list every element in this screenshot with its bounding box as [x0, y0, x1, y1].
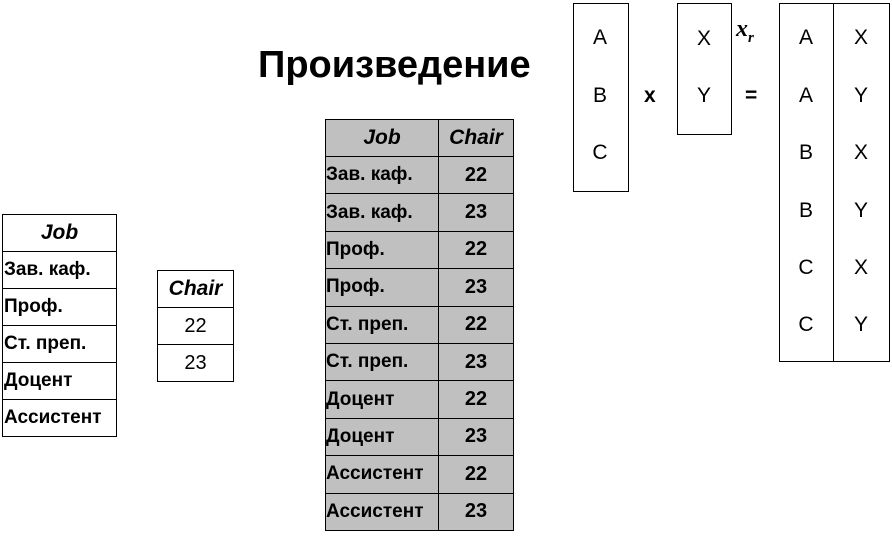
product-cell-chair: 23 — [439, 194, 514, 231]
product-cell-chair: 23 — [439, 343, 514, 380]
product-cell-chair: 23 — [439, 269, 514, 306]
right-set-item: Y — [696, 84, 711, 107]
result-col1-item: C — [798, 256, 814, 279]
product-cell-chair: 23 — [439, 493, 514, 530]
product-cell-chair: 22 — [439, 231, 514, 268]
product-cell-job: Проф. — [326, 269, 439, 306]
product-cell-chair: 22 — [439, 456, 514, 493]
job-table — [2, 214, 117, 437]
equals-sign: = — [745, 84, 758, 107]
product-table — [325, 119, 514, 531]
operator-symbol — [736, 16, 754, 47]
result-col2-item: X — [853, 26, 868, 49]
result-col1-item: A — [798, 26, 813, 49]
times-sign: x — [644, 84, 656, 107]
product-cell-job: Ст. преп. — [326, 306, 439, 343]
right-set-box — [677, 3, 732, 135]
product-header-job: Job — [326, 120, 439, 157]
left-set-item: A — [592, 26, 607, 49]
table-row — [326, 343, 514, 380]
result-col1-box — [779, 3, 835, 362]
table-row — [326, 194, 514, 231]
product-cell-job: Ассистент — [326, 456, 439, 493]
result-col2-item: Y — [853, 313, 868, 336]
left-set-item: C — [592, 141, 608, 164]
table-row — [326, 456, 514, 493]
chair-table-header: Chair — [158, 271, 234, 308]
product-cell-job: Проф. — [326, 231, 439, 268]
result-col1-item: C — [798, 313, 814, 336]
result-col1-item: A — [798, 84, 813, 107]
result-col2-item: X — [853, 256, 868, 279]
product-cell-chair: 22 — [439, 381, 514, 418]
product-header-chair: Chair — [439, 120, 514, 157]
slide-title: Произведение — [258, 44, 531, 86]
product-cell-job: Ст. преп. — [326, 343, 439, 380]
job-table-cell: Ассистент — [3, 400, 117, 437]
right-set-item: X — [696, 27, 711, 50]
job-table-cell: Проф. — [3, 289, 117, 326]
result-col2-box — [833, 3, 890, 362]
table-row — [326, 231, 514, 268]
product-cell-chair: 23 — [439, 418, 514, 455]
product-cell-chair: 22 — [439, 306, 514, 343]
operator-symbol-base: x — [736, 16, 748, 42]
table-row — [326, 418, 514, 455]
result-col1-item: B — [798, 141, 813, 164]
table-row — [326, 269, 514, 306]
table-row — [326, 306, 514, 343]
table-row — [326, 381, 514, 418]
result-col2-item: Y — [853, 199, 868, 222]
chair-table-cell: 22 — [158, 308, 234, 345]
table-row — [326, 157, 514, 194]
product-cell-job: Доцент — [326, 381, 439, 418]
result-col2-item: X — [853, 141, 868, 164]
job-table-cell: Ст. преп. — [3, 326, 117, 363]
chair-table-cell: 23 — [158, 345, 234, 382]
job-table-cell: Зав. каф. — [3, 252, 117, 289]
product-cell-job: Зав. каф. — [326, 194, 439, 231]
result-col2-item: Y — [853, 84, 868, 107]
product-cell-job: Зав. каф. — [326, 157, 439, 194]
left-set-item: B — [592, 84, 607, 107]
product-cell-job: Доцент — [326, 418, 439, 455]
table-row — [326, 493, 514, 530]
job-table-cell: Доцент — [3, 363, 117, 400]
product-cell-chair: 22 — [439, 157, 514, 194]
operator-symbol-subscript: r — [748, 29, 754, 46]
product-cell-job: Ассистент — [326, 493, 439, 530]
chair-table — [157, 270, 234, 382]
result-col1-item: B — [798, 199, 813, 222]
job-table-header: Job — [3, 215, 117, 252]
